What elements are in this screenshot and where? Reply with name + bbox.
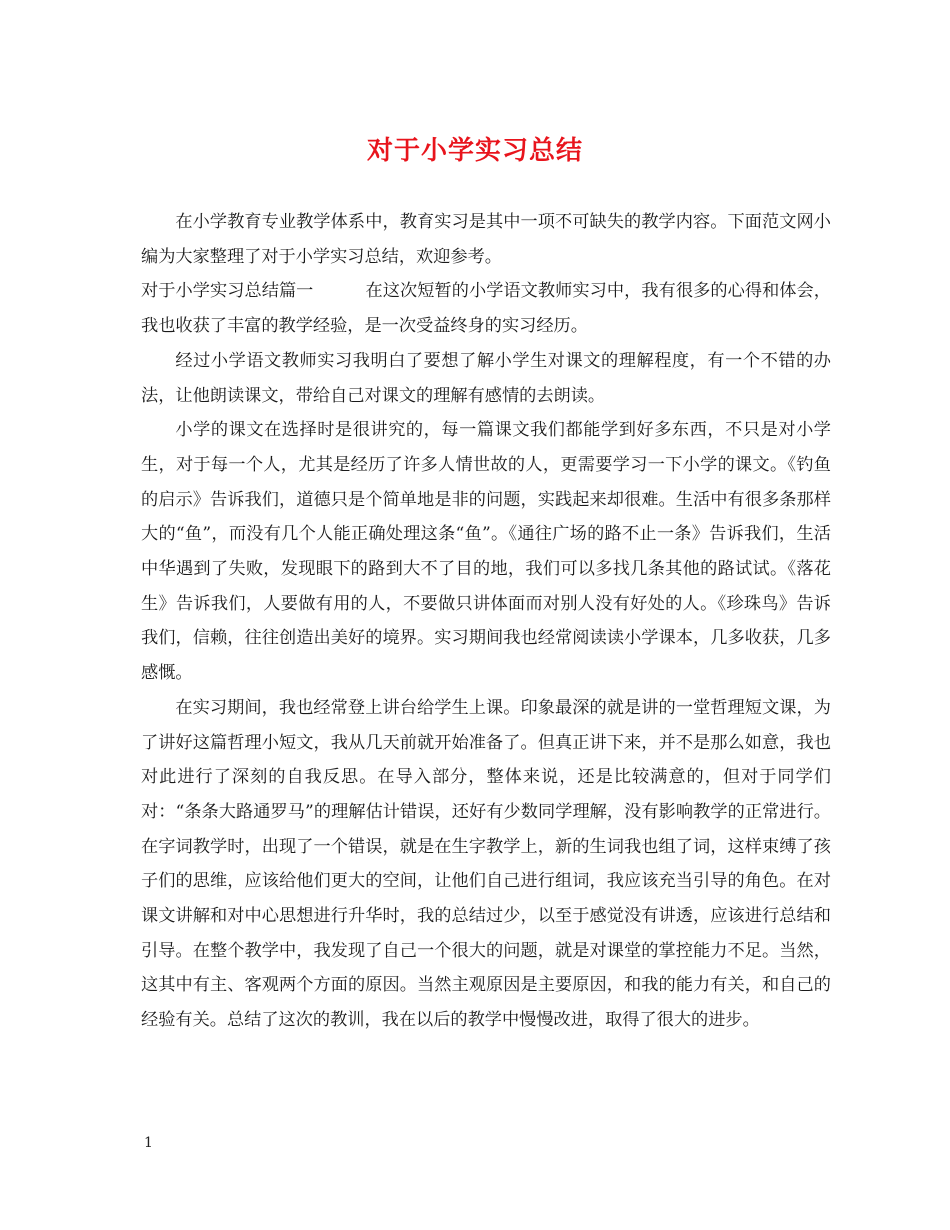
page-number: 1 xyxy=(144,1135,153,1151)
page-title: 对于小学实习总结 xyxy=(366,136,583,166)
document-body xyxy=(141,205,831,1038)
section-text: 在这次短暂的小学语文教师实习中，我有很多的心得和体会，我也收获了丰富的教学经验，是一次受益终身的实习经历。 xyxy=(141,281,831,337)
body-paragraph-2: 小学的课文在选择时是很讲究的，每一篇课文我们都能学到好多东西，不只是对小学生，对于每一个人，尤其是经历了许多人情世故的人，更需要学习一下小学的课文。《钓鱼的启示》告诉我们，道德只是个简单地是非的问题，实践起来却很难。生活中有很多条那样大的“鱼”，而没有几个人能正确处理这条“鱼”。《通往广场的路不止一条》告诉我们，生活中华遇到了失败，发现眼下的路到大不了目的地，我们可以多找几条其他的路试试。《落花生》告诉我们，人要做有用的人，不要做只讲体面而对别人没有好处的人。《珍珠鸟》告诉我们，信赖，往往创造出美好的境界。实习期间我也经常阅读读小学课本，几多收获，几多感慨。 xyxy=(141,420,831,684)
section-paragraph xyxy=(141,274,831,343)
body-paragraph-1: 经过小学语文教师实习我明白了要想了解小学生对课文的理解程度，有一个不错的办法，让他朗读课文，带给自己对课文的理解有感情的去朗读。 xyxy=(141,350,831,406)
body-paragraph-3: 在实习期间，我也经常登上讲台给学生上课。印象最深的就是讲的一堂哲理短文课，为了讲好这篇哲理小短文，我从几天前就开始准备了。但真正讲下来，并不是那么如意，我也对此进行了深刻的自我反思。在导入部分，整体来说，还是比较满意的，但对于同学们对：“条条大路通罗马”的理解估计错误，还好有少数同学理解，没有影响教学的正常进行。在字词教学时，出现了一个错误，就是在生字教学上，新的生词我也组了词，这样束缚了孩子们的思维，应该给他们更大的空间，让他们自己进行组词，我应该充当引导的角色。在对课文讲解和对中心思想进行升华时，我的总结过少，以至于感觉没有讲透，应该进行总结和引导。在整个教学中，我发现了自己一个很大的问题，就是对课堂的掌控能力不足。当然，这其中有主、客观两个方面的原因。当然主观原因是主要原因，和我的能力有关，和自己的经验有关。总结了这次的教训，我在以后的教学中慢慢改进，取得了很大的进步。 xyxy=(141,697,831,1031)
section-heading: 对于小学实习总结篇一 xyxy=(141,281,314,302)
intro-paragraph: 在小学教育专业教学体系中，教育实习是其中一项不可缺失的教学内容。下面范文网小编为大家整理了对于小学实习总结，欢迎参考。 xyxy=(141,212,831,267)
